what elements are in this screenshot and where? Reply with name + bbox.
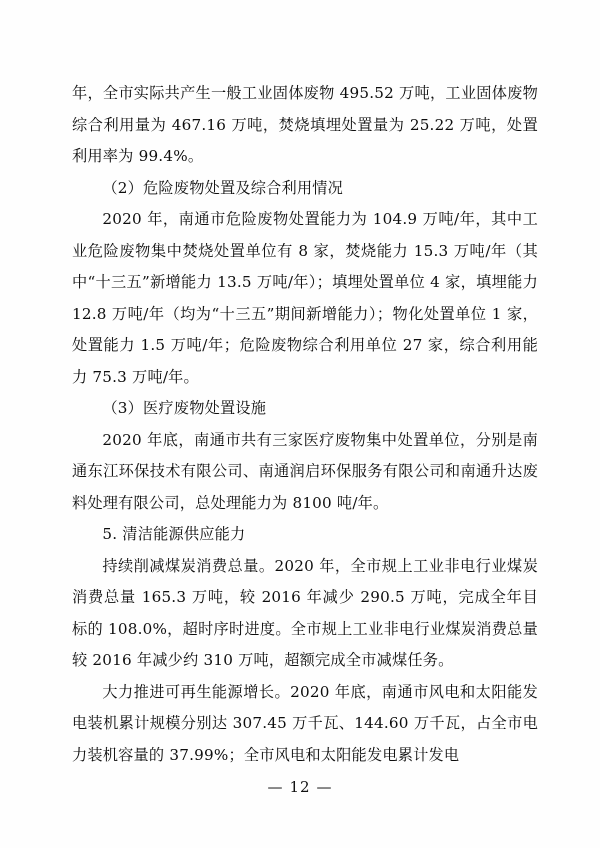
paragraph-8: 大力推进可再生能源增长。2020 年底，南通市风电和太阳能发电装机累计规模分别达 307.45 万千瓦、144.60 万千瓦，占全市电力装机容量的 37.99%；全市风电和太阳能发电累计发电 xyxy=(72,682,538,764)
paragraph-2-heading-hazardous-waste: （2）危险废物处置及综合利用情况 xyxy=(102,178,344,197)
paragraph-7: 持续削减煤炭消费总量。2020 年，全市规上工业非电行业煤炭消费总量 165.3 万吨，较 2016 年减少 290.5 万吨，完成全年目标的 108.0%，超时序时进度。全市规上工业非电行业煤炭消费总量较 2016 年减少约 310 万吨，超额完成全市减煤任务。 xyxy=(72,556,538,669)
paragraph-4-heading-medical-waste: （3）医疗废物处置设施 xyxy=(102,399,267,417)
footer-dash-left: — xyxy=(267,778,284,796)
paragraph-6-heading-clean-energy: 5. 清洁能源供应能力 xyxy=(102,525,246,543)
page-footer xyxy=(0,778,600,796)
paragraph-1: 年，全市实际共产生一般工业固体废物 495.52 万吨，工业固体废物综合利用量为 467.16 万吨，焚烧填埋处置量为 25.22 万吨，处置利用率为 99.4%。 xyxy=(72,84,538,165)
paragraph-3: 2020 年，南通市危险废物处置能力为 104.9 万吨/年，其中工业危险废物集中焚烧处置单位有 8 家，焚烧能力 15.3 万吨/年（其中“十三五”新增能力 13.5 万吨/年）；填埋处置单位 4 家，填埋能力 12.8 万吨/年（均为“十三五”期间新增能力）；物化处置单位 1 家，处置能力 1.5 万吨/年；危险废物综合利用单位 27 家，综合利用能力 75.3 万吨/年。 xyxy=(72,210,538,386)
paragraph-5: 2020 年底，南通市共有三家医疗废物集中处置单位，分别是南通东江环保技术有限公司、南通润启环保服务有限公司和南通升达废料处理有限公司，总处理能力为 8100 吨/年。 xyxy=(72,430,538,512)
page-body xyxy=(72,78,538,771)
page-number: 12 xyxy=(289,778,311,796)
footer-dash-right: — xyxy=(316,778,333,796)
